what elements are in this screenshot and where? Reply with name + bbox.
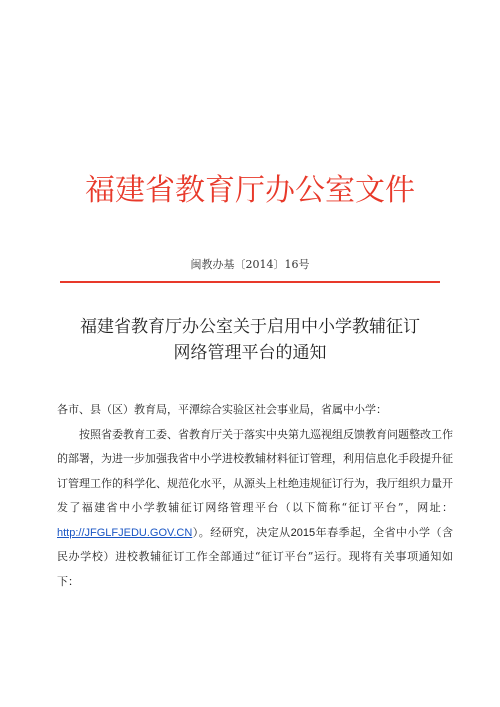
start-year: 2015 [290,526,316,539]
header-divider [60,281,440,283]
platform-url-link[interactable]: http://JFGLFJEDU.GOV.CN [57,526,193,539]
paragraph-text-part-2: ）。经研究，决定从 [192,525,291,539]
document-header-title: 福建省教育厅办公室文件 [85,173,415,208]
notice-title-line-2: 网络管理平台的通知 [173,343,327,363]
notice-title [0,314,500,366]
paragraph-text-part-1: 按照省委教育工委、省教育厅关于落实中央第九巡视组反馈教育问题整改工作的部署，为进一步加强我省中小学进校教辅材料征订管理，利用信息化手段提升征订管理工作的科学化、规范化水平，从源头上杜绝违规征订行为，我厅组织力量开发了福建省中小学教辅征订网络管理平台（以下简称“征订平台”，网址： [57,427,453,514]
document-number: 闽教办基〔2014〕16号 [190,258,310,271]
notice-body [57,398,453,594]
salutation: 各市、县（区）教育局，平潭综合实验区社会事业局，省属中小学： [57,403,387,416]
notice-title-line-1: 福建省教育厅办公室关于启用中小学教辅征订 [80,317,420,337]
body-paragraph [57,423,453,595]
paragraph-text-part-3: 年春季起，全省中小学（含民办学校）进校教辅征订工作全部通过“征订平台”运行。现将有关事项通知如下： [57,525,454,588]
